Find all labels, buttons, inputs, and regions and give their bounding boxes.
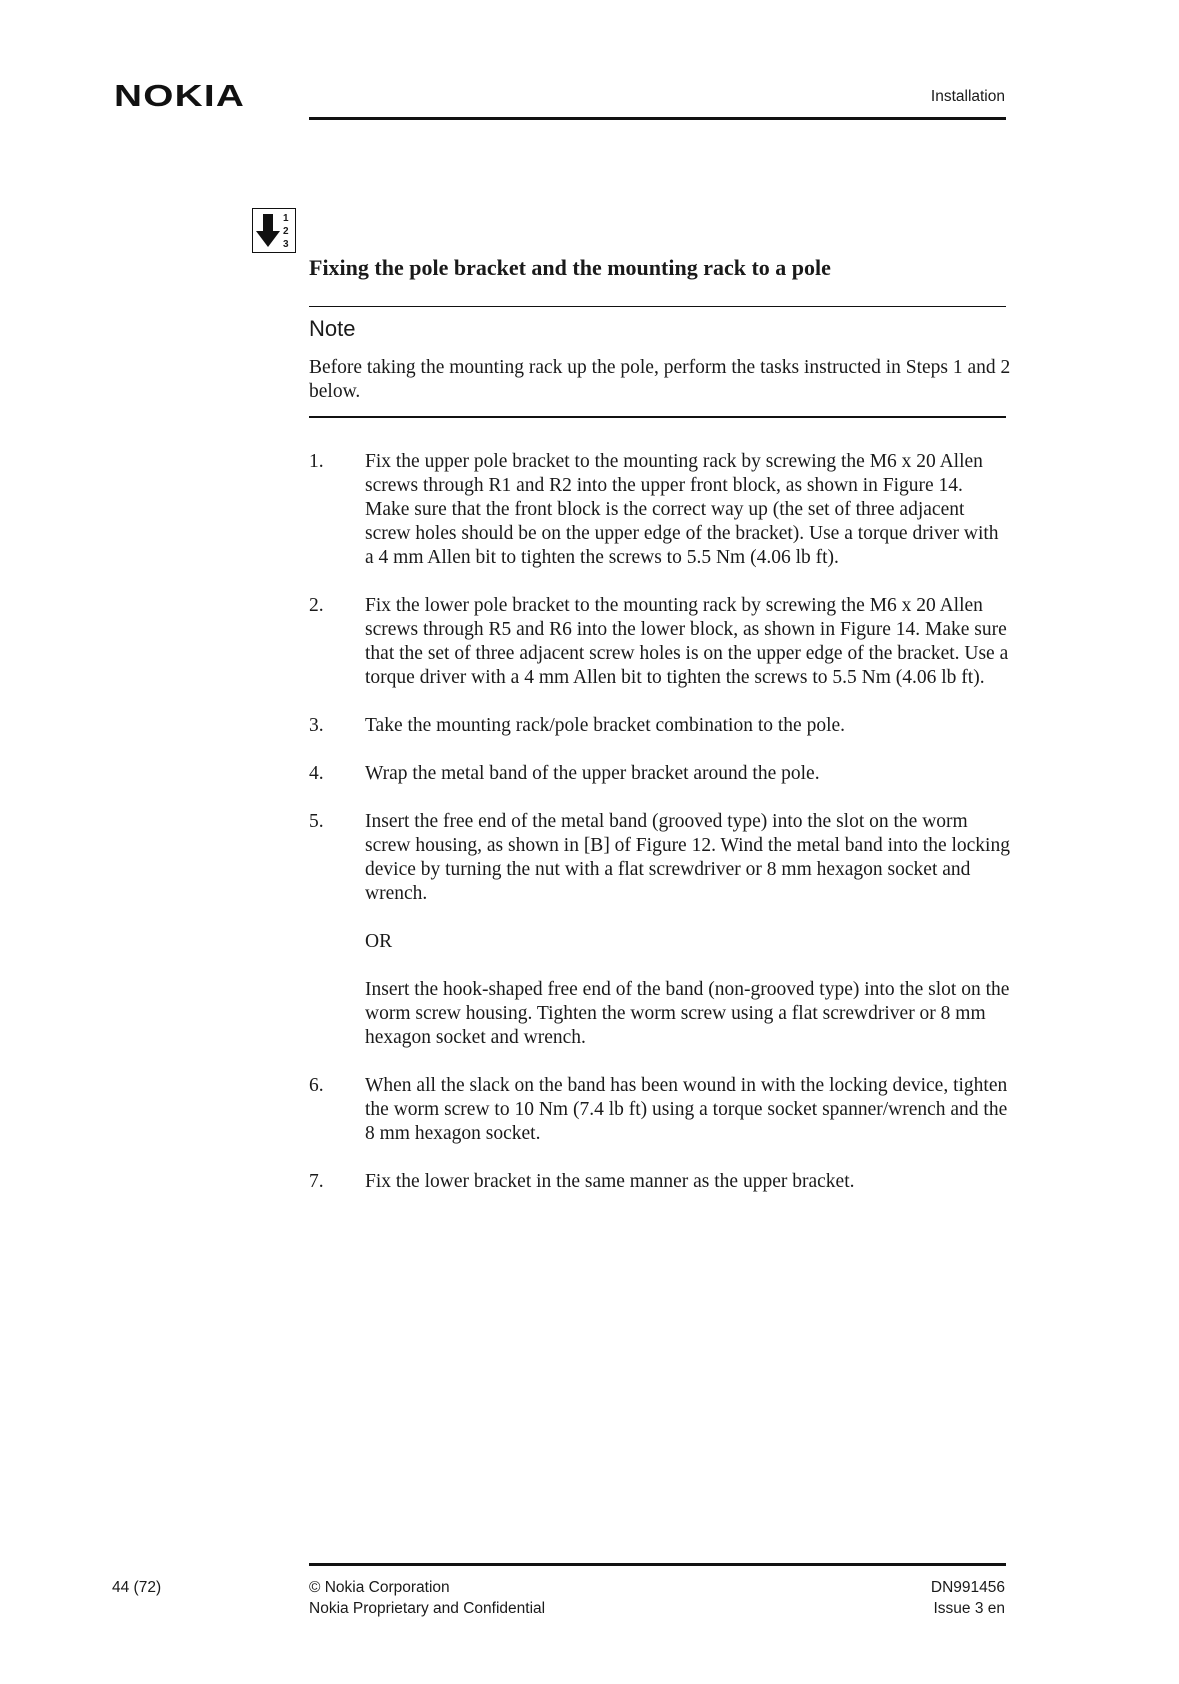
- step-number: 3.: [309, 715, 324, 736]
- note-top-divider: [309, 306, 1006, 307]
- note-bottom-divider: [309, 416, 1006, 418]
- step-number: 7.: [309, 1171, 324, 1192]
- header-divider: [309, 117, 1006, 120]
- step-body: [365, 810, 1011, 1050]
- step-item: [309, 594, 1011, 690]
- numbered-steps-icon: [252, 208, 296, 253]
- steps-list: [309, 450, 1011, 1218]
- note-text: Before taking the mounting rack up the pole, perform the tasks instructed in Steps 1 and 2 below.: [309, 357, 1011, 402]
- footer-doc-info: [931, 1577, 1005, 1619]
- nokia-logo: NOKIA: [114, 78, 246, 113]
- step-icon-numbers: [283, 212, 289, 251]
- step-item: [309, 810, 1011, 1050]
- step-text: Insert the hook-shaped free end of the band (non-grooved type) into the slot on the worm screw housing. Tighten the worm screw using a flat screwdriver or 8 mm hexagon socket and wrench.: [365, 979, 1010, 1048]
- step-item: [309, 1074, 1011, 1146]
- step-icon-number: 1: [283, 213, 289, 224]
- page-number: 44 (72): [112, 1579, 162, 1596]
- issue-number: Issue 3 en: [933, 1600, 1005, 1617]
- step-body: [365, 762, 1011, 786]
- step-text: Insert the free end of the metal band (grooved type) into the slot on the worm screw housing, as shown in [B] of Figure 12. Wind the metal band into the locking device by turning the nut with a flat screwdriver or 8 mm hexagon socket and wrench.: [365, 811, 1010, 904]
- header-section-title: Installation: [930, 88, 1005, 105]
- step-text: Wrap the metal band of the upper bracket around the pole.: [365, 763, 820, 784]
- step-item: [309, 714, 1011, 738]
- step-text: OR: [365, 931, 393, 952]
- confidentiality-notice: Nokia Proprietary and Confidential: [309, 1600, 546, 1617]
- footer-divider: [309, 1563, 1006, 1566]
- section-title: Fixing the pole bracket and the mounting rack to a pole: [309, 255, 831, 280]
- down-arrow-icon: [256, 214, 280, 248]
- step-body: [365, 1074, 1011, 1146]
- step-number: 6.: [309, 1075, 324, 1096]
- step-icon-number: 2: [283, 226, 289, 237]
- step-text: Fix the lower bracket in the same manner as the upper bracket.: [365, 1171, 855, 1192]
- step-text: Fix the upper pole bracket to the mounting rack by screwing the M6 x 20 Allen screws through R1 and R2 into the upper front block, as shown in Figure 14. Make sure that the front block is the correct way up (the set of three adjacent screw holes should be on the upper edge of the bracket). Use a torque driver with a 4 mm Allen bit to tighten the screws to 5.5 Nm (4.06 lb ft).: [365, 451, 999, 568]
- note-heading: Note: [309, 316, 356, 341]
- step-number: 5.: [309, 811, 324, 832]
- step-number: 1.: [309, 451, 324, 472]
- step-text: Take the mounting rack/pole bracket combination to the pole.: [365, 715, 846, 736]
- step-text: When all the slack on the band has been wound in with the locking device, tighten the worm screw to 10 Nm (7.4 lb ft) using a torque socket spanner/wrench and the 8 mm hexagon socket.: [365, 1075, 1008, 1144]
- step-number: 4.: [309, 763, 324, 784]
- copyright: © Nokia Corporation: [309, 1579, 450, 1596]
- document-id: DN991456: [930, 1579, 1005, 1596]
- footer-copyright-block: [309, 1577, 545, 1619]
- step-body: [365, 594, 1011, 690]
- step-item: [309, 762, 1011, 786]
- step-item: [309, 1170, 1011, 1194]
- step-body: [365, 714, 1011, 738]
- step-number: 2.: [309, 595, 324, 616]
- step-text: Fix the lower pole bracket to the mounting rack by screwing the M6 x 20 Allen screws through R5 and R6 into the lower block, as shown in Figure 14. Make sure that the set of three adjacent screw holes is on the upper edge of the bracket. Use a torque driver with a 4 mm Allen bit to tighten the screws to 5.5 Nm (4.06 lb ft).: [365, 595, 1009, 688]
- step-icon-number: 3: [283, 239, 289, 250]
- step-body: [365, 450, 1011, 570]
- step-body: [365, 1170, 1011, 1194]
- step-item: [309, 450, 1011, 570]
